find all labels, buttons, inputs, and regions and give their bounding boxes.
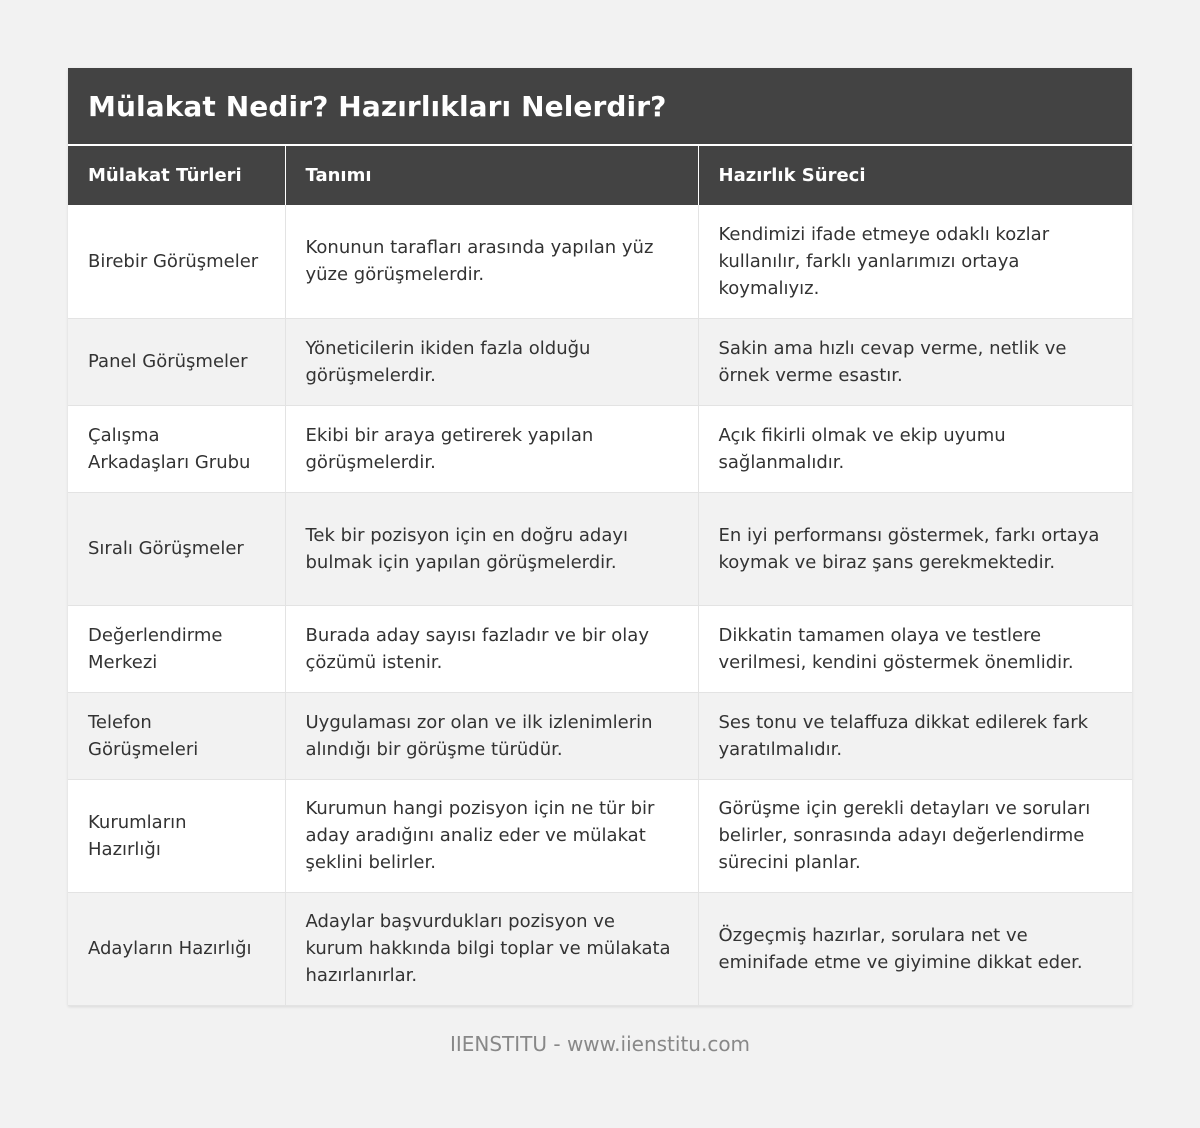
column-header-definition: Tanımı bbox=[285, 145, 698, 205]
table-row bbox=[68, 205, 1132, 318]
table-row bbox=[68, 692, 1132, 779]
table-cell-definition: Kurumun hangi pozisyon için ne tür bir aday aradığını analiz eder ve mülakat şeklini belirler. bbox=[285, 779, 698, 892]
table-cell-preparation: En iyi performansı göstermek, farkı ortaya koymak ve biraz şans gerekmektedir. bbox=[698, 492, 1132, 605]
table-cell-preparation: Dikkatin tamamen olaya ve testlere verilmesi, kendini göstermek önemlidir. bbox=[698, 605, 1132, 692]
table-cell-type: Adayların Hazırlığı bbox=[68, 892, 285, 1005]
table-cell-definition: Burada aday sayısı fazladır ve bir olay çözümü istenir. bbox=[285, 605, 698, 692]
table-cell-preparation: Ses tonu ve telaffuza dikkat edilerek fark yaratılmalıdır. bbox=[698, 692, 1132, 779]
table-row bbox=[68, 405, 1132, 492]
page-title: Mülakat Nedir? Hazırlıkları Nelerdir? bbox=[88, 89, 667, 123]
table-cell-preparation: Sakin ama hızlı cevap verme, netlik ve örnek verme esastır. bbox=[698, 318, 1132, 405]
table-cell-type: Çalışma Arkadaşları Grubu bbox=[68, 405, 285, 492]
footer-credit: IIENSTITU - www.iienstitu.com bbox=[449, 1032, 751, 1056]
data-table bbox=[68, 144, 1132, 1006]
table-cell-definition: Tek bir pozisyon için en doğru adayı bulmak için yapılan görüşmelerdir. bbox=[285, 492, 698, 605]
table-row bbox=[68, 318, 1132, 405]
table-cell-type: Değerlendirme Merkezi bbox=[68, 605, 285, 692]
table-cell-definition: Yöneticilerin ikiden fazla olduğu görüşmelerdir. bbox=[285, 318, 698, 405]
table-cell-preparation: Kendimizi ifade etmeye odaklı kozlar kullanılır, farklı yanlarımızı ortaya koymalıyız. bbox=[698, 205, 1132, 318]
column-header-type: Mülakat Türleri bbox=[68, 145, 285, 205]
table-cell-definition: Ekibi bir araya getirerek yapılan görüşmelerdir. bbox=[285, 405, 698, 492]
table-cell-definition: Uygulaması zor olan ve ilk izlenimlerin alındığı bir görüşme türüdür. bbox=[285, 692, 698, 779]
column-header-preparation: Hazırlık Süreci bbox=[698, 145, 1132, 205]
table-cell-type: Birebir Görüşmeler bbox=[68, 205, 285, 318]
table-cell-definition: Konunun tarafları arasında yapılan yüz yüze görüşmelerdir. bbox=[285, 205, 698, 318]
table-cell-preparation: Özgeçmiş hazırlar, sorulara net ve eminifade etme ve giyimine dikkat eder. bbox=[698, 892, 1132, 1005]
table-header-row bbox=[68, 145, 1132, 205]
table-row bbox=[68, 605, 1132, 692]
table-cell-type: Panel Görüşmeler bbox=[68, 318, 285, 405]
table-cell-preparation: Açık fikirli olmak ve ekip uyumu sağlanmalıdır. bbox=[698, 405, 1132, 492]
table-cell-type: Telefon Görüşmeleri bbox=[68, 692, 285, 779]
table-row bbox=[68, 779, 1132, 892]
table-card bbox=[68, 68, 1132, 1006]
table-cell-type: Kurumların Hazırlığı bbox=[68, 779, 285, 892]
table-cell-type: Sıralı Görüşmeler bbox=[68, 492, 285, 605]
table-row bbox=[68, 892, 1132, 1005]
table-cell-preparation: Görüşme için gerekli detayları ve soruları belirler, sonrasında adayı değerlendirme sürecini planlar. bbox=[698, 779, 1132, 892]
title-bar bbox=[68, 68, 1132, 144]
table-row bbox=[68, 492, 1132, 605]
table-cell-definition: Adaylar başvurdukları pozisyon ve kurum hakkında bilgi toplar ve mülakata hazırlanırlar. bbox=[285, 892, 698, 1005]
